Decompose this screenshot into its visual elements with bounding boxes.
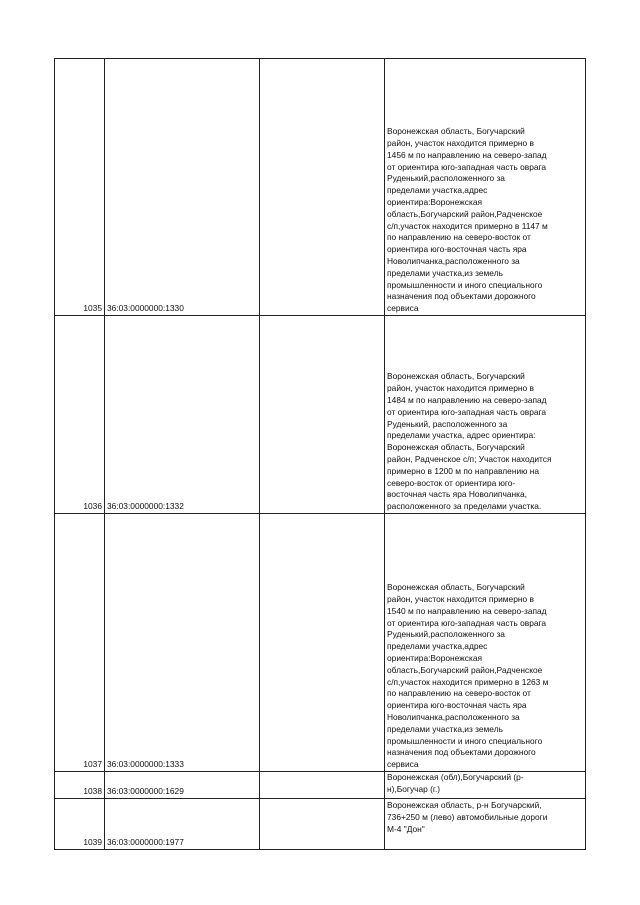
empty-cell: [260, 514, 385, 772]
row-number: 1035: [55, 59, 105, 316]
cadastral-number: 36:03:0000000:1333: [105, 514, 260, 772]
land-plot-registry-table: [54, 58, 586, 850]
empty-cell: [260, 772, 385, 799]
row-number: 1036: [55, 316, 105, 514]
empty-cell: [260, 799, 385, 850]
table-row: [55, 59, 586, 316]
cadastral-number: 36:03:0000000:1332: [105, 316, 260, 514]
address-description: Воронежская область, р-н Богучарский, 736+250 м (лево) автомобильные дороги М-4 "Дон": [385, 799, 586, 850]
table-row: [55, 514, 586, 772]
cadastral-number: 36:03:0000000:1977: [105, 799, 260, 850]
empty-cell: [260, 316, 385, 514]
empty-cell: [260, 59, 385, 316]
row-number: 1038: [55, 772, 105, 799]
address-description: Воронежская (обл),Богучарский (р- н),Богучар (г.): [385, 772, 586, 799]
row-number: 1037: [55, 514, 105, 772]
table-row: [55, 316, 586, 514]
table-row: [55, 799, 586, 850]
row-number: 1039: [55, 799, 105, 850]
table-row: [55, 772, 586, 799]
cadastral-number: 36:03:0000000:1330: [105, 59, 260, 316]
address-description: Воронежская область, Богучарский район, участок находится примерно в 1540 м по направлению на северо-запад от ориентира юго-западная часть оврага Руденький,расположенного за пределами участка,адрес ориентира:Воронежская область,Богучарский район,Радченское с/п,участок находится примерно в 1263 м по направлению на северо-восток от ориентира юго-восточная часть яра Новолипчанка,расположенного за пределами участка,из земель промышленности и иного специального назначения под объектами дорожного сервиса: [385, 514, 586, 772]
address-description: Воронежская область, Богучарский район, участок находится примерно в 1456 м по направлению на северо-запад от ориентира юго-западная часть оврага Руденький,расположенного за пределами участка,адрес ориентира:Воронежская область,Богучарский район,Радченское с/п,участок находится примерно в 1147 м по направлению на северо-восток от ориентира юго-восточная часть яра Новолипчанка,расположенного за пределами участка,из земель промышленности и иного специального назначения под объектами дорожного сервиса: [385, 59, 586, 316]
cadastral-number: 36:03:0000000:1629: [105, 772, 260, 799]
address-description: Воронежская область, Богучарский район, участок находится примерно в 1484 м по направлению на северо-запад от ориентира юго-западная часть оврага Руденький, расположенного за пределами участка, адрес ориентира: Воронежская область, Богучарский район, Радченское с/п; Участок находится примерно в 1200 м по направлению на северо-восток от ориентира юго- восточная часть яра Новолипчанка, расположенного за пределами участка.: [385, 316, 586, 514]
